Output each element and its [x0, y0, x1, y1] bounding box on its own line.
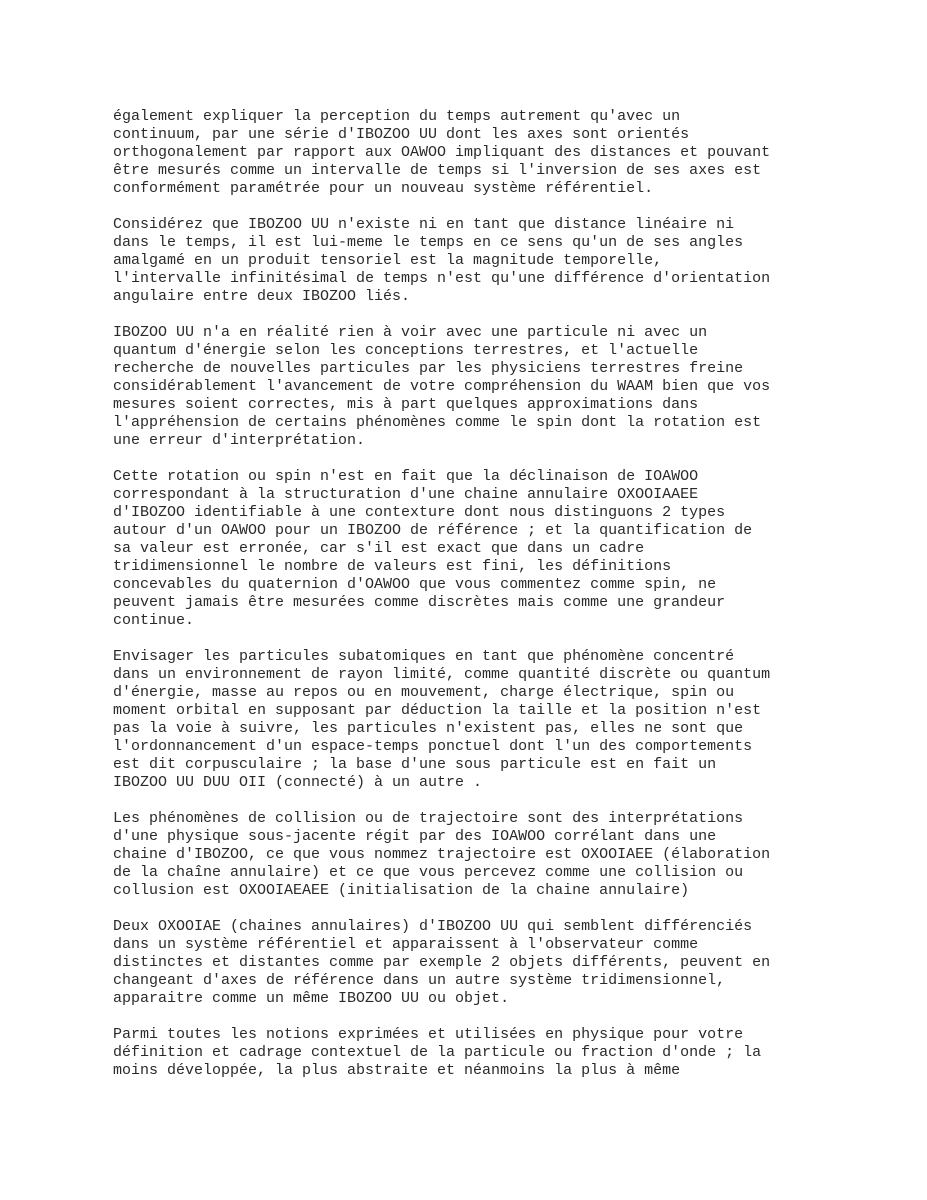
text-line: continuum, par une série d'IBOZOO UU dont les axes sont orientés	[113, 126, 690, 143]
text-line: Cette rotation ou spin n'est en fait que la déclinaison de IOAWOO	[113, 468, 699, 485]
paragraph	[113, 648, 813, 792]
text-line: définition et cadrage contextuel de la particule ou fraction d'onde ; la	[113, 1044, 762, 1061]
text-line: est dit corpusculaire ; la base d'une sous particule est en fait un	[113, 756, 717, 773]
paragraph	[113, 324, 813, 450]
text-line: conformément paramétrée pour un nouveau système référentiel.	[113, 180, 654, 197]
text-line: collusion est OXOOIAEAEE (initialisation de la chaine annulaire)	[113, 882, 690, 899]
text-line: d'énergie, masse au repos ou en mouvement, charge électrique, spin ou	[113, 684, 735, 701]
text-line: orthogonalement par rapport aux OAWOO impliquant des distances et pouvant	[113, 144, 771, 161]
text-line: distinctes et distantes comme par exemple 2 objets différents, peuvent en	[113, 954, 771, 971]
text-line: l'appréhension de certains phénomènes comme le spin dont la rotation est	[113, 414, 762, 431]
text-line: tridimensionnel le nombre de valeurs est fini, les définitions	[113, 558, 672, 575]
text-line: l'ordonnancement d'un espace-temps ponctuel dont l'un des comportements	[113, 738, 753, 755]
text-line: peuvent jamais être mesurées comme discrètes mais comme une grandeur	[113, 594, 726, 611]
text-line: Envisager les particules subatomiques en tant que phénomène concentré	[113, 648, 735, 665]
text-line: quantum d'énergie selon les conceptions terrestres, et l'actuelle	[113, 342, 699, 359]
paragraph	[113, 468, 813, 630]
text-line: apparaitre comme un même IBOZOO UU ou objet.	[113, 990, 510, 1007]
paragraph	[113, 810, 813, 900]
text-line: Les phénomènes de collision ou de trajectoire sont des interprétations	[113, 810, 744, 827]
text-line: autour d'un OAWOO pour un IBOZOO de référence ; et la quantification de	[113, 522, 753, 539]
text-line: une erreur d'interprétation.	[113, 432, 366, 449]
text-line: dans un environnement de rayon limité, comme quantité discrète ou quantum	[113, 666, 771, 683]
text-line: sa valeur est erronée, car s'il est exact que dans un cadre	[113, 540, 645, 557]
text-line: mesures soient correctes, mis à part quelques approximations dans	[113, 396, 699, 413]
text-line: Considérez que IBOZOO UU n'existe ni en tant que distance linéaire ni	[113, 216, 735, 233]
text-line: dans un système référentiel et apparaissent à l'observateur comme	[113, 936, 699, 953]
text-line: moment orbital en supposant par déduction la taille et la position n'est	[113, 702, 762, 719]
text-line: être mesurés comme un intervalle de temps si l'inversion de ses axes est	[113, 162, 762, 179]
text-line: d'IBOZOO identifiable à une contexture dont nous distinguons 2 types	[113, 504, 726, 521]
text-line: recherche de nouvelles particules par les physiciens terrestres freine	[113, 360, 744, 377]
text-line: dans le temps, il est lui-meme le temps en ce sens qu'un de ses angles	[113, 234, 744, 251]
text-line: IBOZOO UU DUU OII (connecté) à un autre .	[113, 774, 483, 791]
paragraph	[113, 918, 813, 1008]
text-line: de la chaîne annulaire) et ce que vous percevez comme une collision ou	[113, 864, 744, 881]
text-line: changeant d'axes de référence dans un autre système tridimensionnel,	[113, 972, 726, 989]
paragraph	[113, 216, 813, 306]
text-line: Deux OXOOIAE (chaines annulaires) d'IBOZOO UU qui semblent différenciés	[113, 918, 753, 935]
text-line: moins développée, la plus abstraite et néanmoins la plus à même	[113, 1062, 681, 1079]
text-line: également expliquer la perception du temps autrement qu'avec un	[113, 108, 681, 125]
paragraph	[113, 1026, 813, 1080]
text-line: correspondant à la structuration d'une chaine annulaire OXOOIAAEE	[113, 486, 699, 503]
text-line: continue.	[113, 612, 195, 629]
text-line: Parmi toutes les notions exprimées et utilisées en physique pour votre	[113, 1026, 744, 1043]
document-body	[113, 108, 813, 1098]
text-line: amalgamé en un produit tensoriel est la magnitude temporelle,	[113, 252, 663, 269]
text-line: pas la voie à suivre, les particules n'existent pas, elles ne sont que	[113, 720, 744, 737]
text-line: IBOZOO UU n'a en réalité rien à voir avec une particule ni avec un	[113, 324, 708, 341]
text-line: concevables du quaternion d'OAWOO que vous commentez comme spin, ne	[113, 576, 717, 593]
paragraph	[113, 108, 813, 198]
text-line: considérablement l'avancement de votre compréhension du WAAM bien que vos	[113, 378, 771, 395]
text-line: chaine d'IBOZOO, ce que vous nommez trajectoire est OXOOIAEE (élaboration	[113, 846, 771, 863]
text-line: angulaire entre deux IBOZOO liés.	[113, 288, 411, 305]
text-line: d'une physique sous-jacente régit par des IOAWOO corrélant dans une	[113, 828, 717, 845]
text-line: l'intervalle infinitésimal de temps n'est qu'une différence d'orientation	[113, 270, 771, 287]
